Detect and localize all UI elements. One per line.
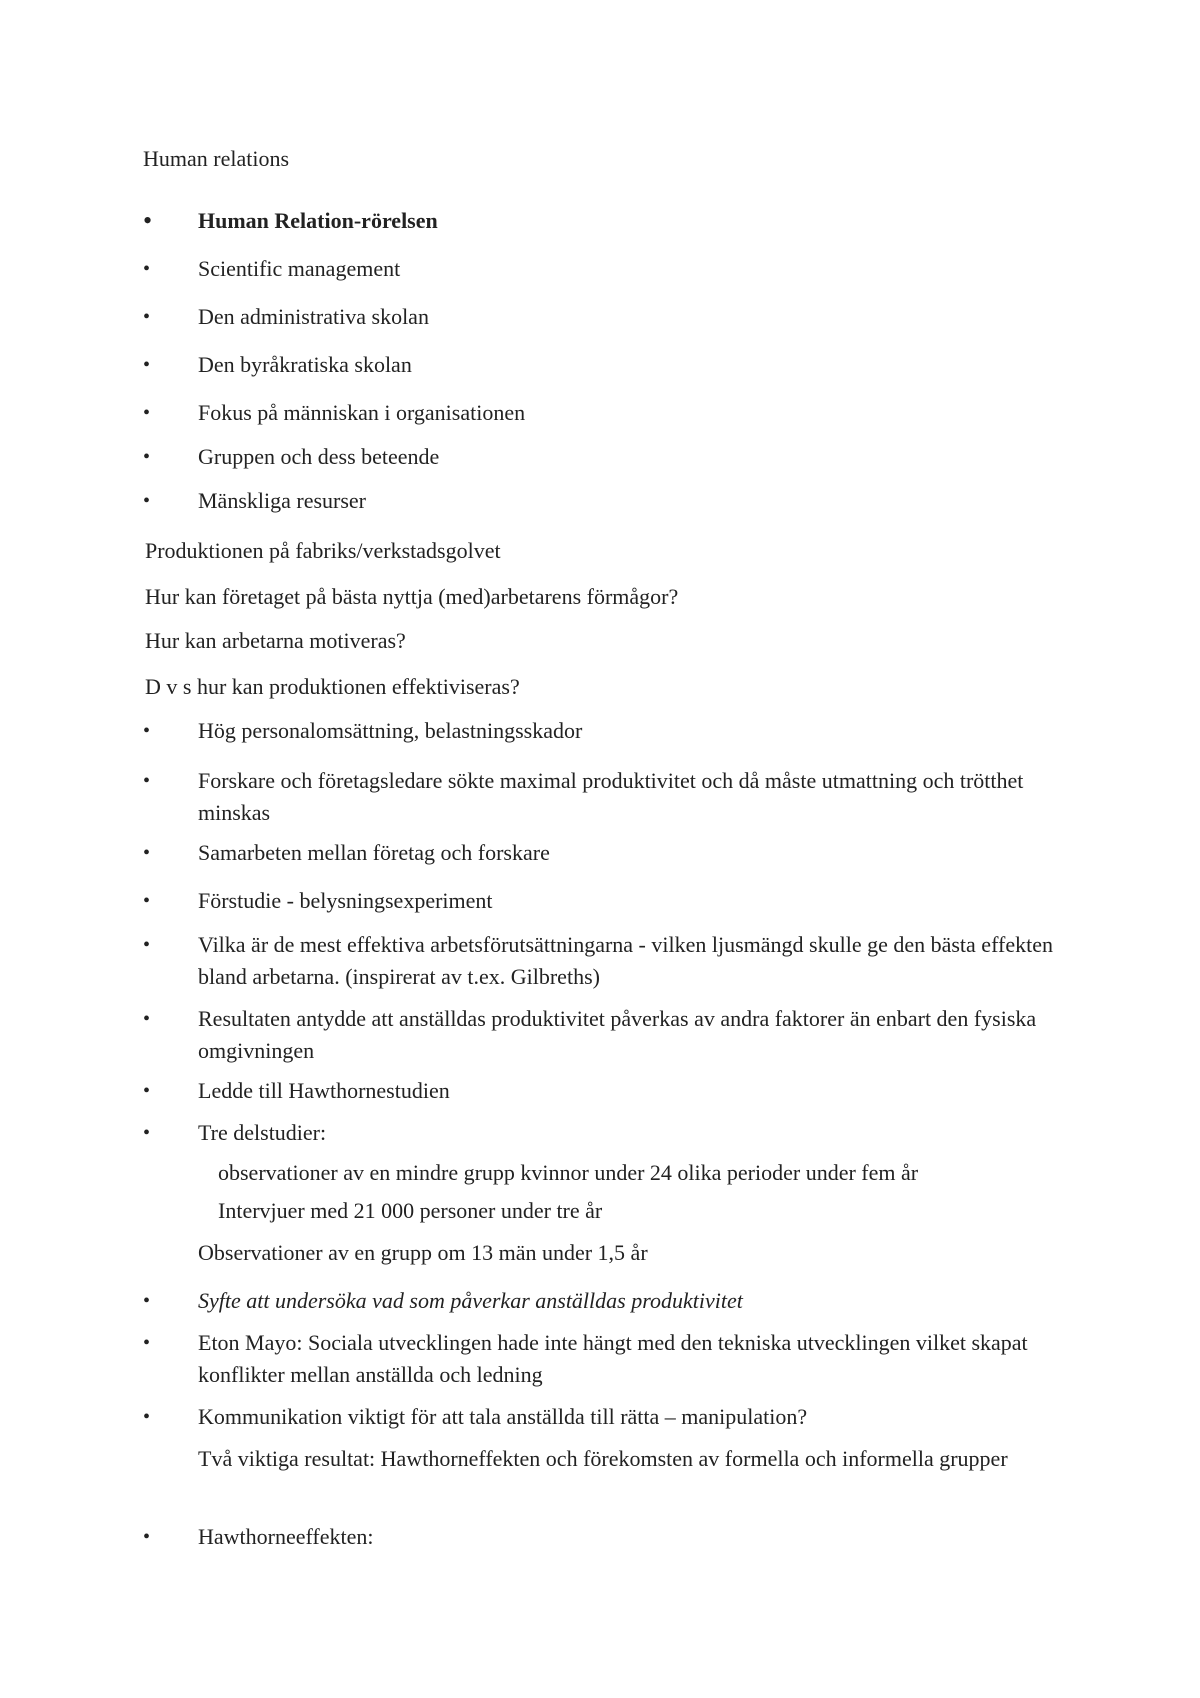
- paragraph: Två viktiga resultat: Hawthorneffekten och förekomsten av formella och informella grupper: [198, 1446, 1008, 1471]
- list-item: Kommunikation viktigt för att tala anställda till rätta – manipulation?: [198, 1404, 808, 1429]
- sub-item: Observationer av en grupp om 13 män under 1,5 år: [198, 1240, 648, 1265]
- bullet-marker: •: [143, 1080, 151, 1102]
- bullet-marker: •: [143, 446, 151, 468]
- bullet-marker: •: [143, 402, 151, 424]
- list-item: Fokus på människan i organisationen: [198, 400, 526, 425]
- bullet-marker: •: [143, 934, 151, 956]
- paragraph: D v s hur kan produktionen effektiviseras?: [145, 674, 520, 699]
- list-item: Ledde till Hawthornestudien: [198, 1078, 450, 1103]
- list-item: Hawthorneeffekten:: [198, 1524, 374, 1549]
- list-item: Vilka är de mest effektiva arbetsförutsättningarna - vilken ljusmängd skulle ge den bästa effekten bland arbetarna. (inspirerat av t.ex. Gilbreths): [198, 932, 1053, 989]
- paragraph: Produktionen på fabriks/verkstadsgolvet: [145, 538, 501, 563]
- list-item: Forskare och företagsledare sökte maximal produktivitet och då måste utmattning och trötthet minskas: [198, 768, 1024, 825]
- list-item: Den byråkratiska skolan: [198, 352, 412, 377]
- bullet-marker: •: [143, 206, 153, 235]
- sub-item: Intervjuer med 21 000 personer under tre år: [218, 1198, 603, 1223]
- bullet-marker: •: [143, 306, 151, 328]
- list-item-human-relation: Human Relation-rörelsen: [198, 208, 438, 233]
- list-item: Scientific management: [198, 256, 401, 281]
- paragraph: Hur kan arbetarna motiveras?: [145, 628, 406, 653]
- list-item: Syfte att undersöka vad som påverkar anställdas produktivitet: [198, 1288, 743, 1313]
- sub-item: observationer av en mindre grupp kvinnor under 24 olika perioder under fem år: [218, 1160, 919, 1185]
- list-item: Förstudie - belysningsexperiment: [198, 888, 493, 913]
- list-item: Gruppen och dess beteende: [198, 444, 440, 469]
- document-title: Human relations: [143, 146, 290, 171]
- list-item: Den administrativa skolan: [198, 304, 429, 329]
- bullet-marker: •: [143, 1526, 151, 1548]
- bullet-marker: •: [143, 258, 151, 280]
- list-item: Mänskliga resurser: [198, 488, 367, 513]
- paragraph: Hur kan företaget på bästa nyttja (med)arbetarens förmågor?: [145, 584, 679, 609]
- bullet-marker: •: [143, 1290, 151, 1312]
- bullet-marker: •: [143, 842, 151, 864]
- bullet-marker: •: [143, 890, 151, 912]
- bullet-marker: •: [143, 720, 151, 742]
- list-item: Resultaten antydde att anställdas produktivitet påverkas av andra faktorer än enbart den fysiska omgivningen: [198, 1006, 1037, 1063]
- bullet-marker: •: [143, 1332, 151, 1354]
- bullet-marker: •: [143, 770, 151, 792]
- list-item: Eton Mayo: Sociala utvecklingen hade inte hängt med den tekniska utvecklingen vilket skapat konflikter mellan anställda och ledning: [198, 1330, 1028, 1387]
- bullet-marker: •: [143, 354, 151, 376]
- list-item: Hög personalomsättning, belastningsskador: [198, 718, 583, 743]
- bullet-marker: •: [143, 1008, 151, 1030]
- list-item: Tre delstudier:: [198, 1120, 327, 1145]
- bullet-marker: •: [143, 490, 151, 512]
- list-item: Samarbeten mellan företag och forskare: [198, 840, 550, 865]
- bullet-marker: •: [143, 1406, 151, 1428]
- bullet-marker: •: [143, 1122, 151, 1144]
